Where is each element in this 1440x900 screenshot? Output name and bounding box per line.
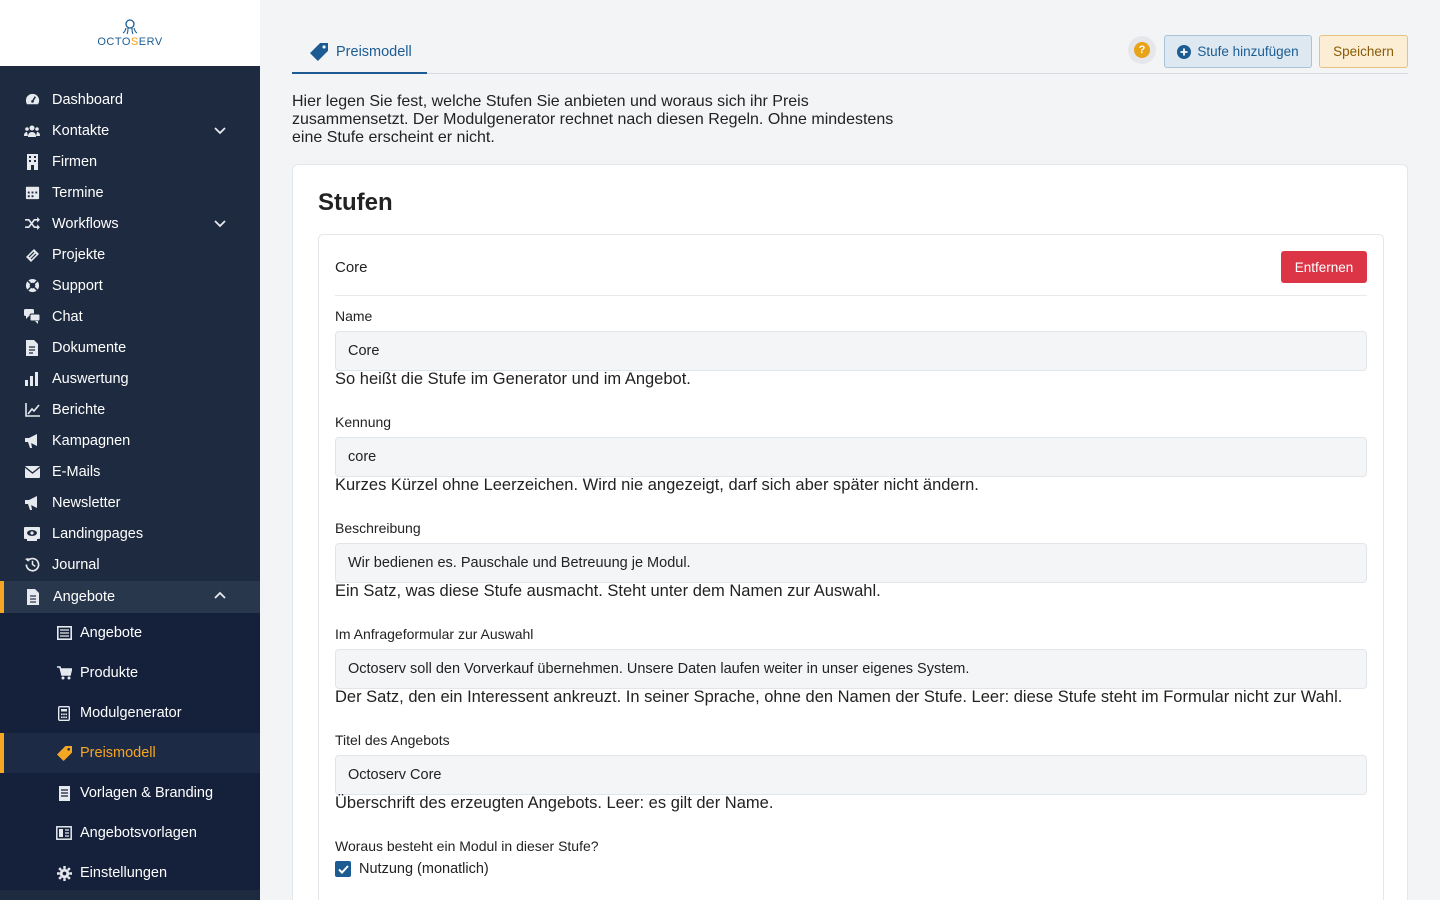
sidebar-item-label: Modulgenerator xyxy=(80,705,182,721)
sidebar-item-chat[interactable] xyxy=(0,301,260,332)
users-icon xyxy=(24,123,40,139)
offer-title-hint: Überschrift des erzeugten Angebots. Leer: es gilt der Name. xyxy=(335,794,774,812)
description-hint: Ein Satz, was diese Stufe ausmacht. Steht unter dem Namen zur Auswahl. xyxy=(335,582,881,600)
tab-label: Preismodell xyxy=(336,44,412,60)
calculator-icon xyxy=(56,705,72,721)
offer-title-label: Titel des Angebots xyxy=(335,732,450,748)
sidebar-subitem-preismodell[interactable] xyxy=(0,733,260,773)
sidebar-item-label: Chat xyxy=(52,308,83,325)
form-choice-hint: Der Satz, den ein Interessent ankreuzt. In seiner Sprache, ohne den Namen der Stufe. Leer: diese Stufe steht im Formular nicht zur Wahl. xyxy=(335,688,1343,706)
main-nav xyxy=(0,66,260,893)
sidebar-subitem-einstellungen[interactable] xyxy=(0,853,260,893)
description-input[interactable] xyxy=(335,543,1367,583)
sidebar-item-label: Journal xyxy=(52,556,100,573)
form-choice-input[interactable] xyxy=(335,649,1367,689)
usage-checkbox-row[interactable] xyxy=(335,861,1367,877)
logo[interactable] xyxy=(0,0,260,66)
logo-text: OCTOSERV xyxy=(97,35,163,48)
help-button[interactable] xyxy=(1128,36,1156,64)
sidebar-item-label: Berichte xyxy=(52,401,106,418)
sidebar-item-dashboard[interactable] xyxy=(0,84,260,115)
add-tier-label: Stufe hinzufügen xyxy=(1197,44,1299,59)
check-icon xyxy=(338,865,349,874)
chevron-down-icon[interactable] xyxy=(214,124,226,136)
chevron-down-icon[interactable] xyxy=(214,217,226,229)
sidebar-subitem-produkte[interactable] xyxy=(0,653,260,693)
sidebar-item-label: Dashboard xyxy=(52,91,123,108)
sidebar-item-journal[interactable] xyxy=(0,549,260,580)
main-content xyxy=(260,0,1440,900)
sidebar-item-label: Landingpages xyxy=(52,525,144,542)
name-label: Name xyxy=(335,308,373,324)
sidebar-item-support[interactable] xyxy=(0,270,260,301)
sidebar-item-label: Produkte xyxy=(80,665,139,681)
composition-label: Woraus besteht ein Modul in dieser Stufe? xyxy=(335,838,599,854)
offer-title-input[interactable] xyxy=(335,755,1367,795)
tiers-card xyxy=(292,164,1408,900)
description-label: Beschreibung xyxy=(335,520,421,536)
sidebar-item-label: Newsletter xyxy=(52,494,121,511)
sidebar-item-label: Kampagnen xyxy=(52,432,131,449)
sidebar-item-berichte[interactable] xyxy=(0,394,260,425)
save-button[interactable]: Speichern xyxy=(1319,35,1408,68)
sidebar-item-label: Auswertung xyxy=(52,370,129,387)
chevron-up-icon[interactable] xyxy=(214,590,226,602)
history-icon xyxy=(24,557,40,573)
tier-panel xyxy=(318,234,1384,900)
sidebar-item-firmen[interactable] xyxy=(0,146,260,177)
megaphone-icon xyxy=(24,495,40,511)
form-choice-field-group xyxy=(335,623,1367,706)
usage-checkbox-label: Nutzung (monatlich) xyxy=(359,861,489,877)
tag-icon xyxy=(310,43,328,61)
page-header xyxy=(292,32,1408,74)
sidebar-item-kontakte[interactable] xyxy=(0,115,260,146)
tier-name: Core xyxy=(335,259,368,276)
question-icon: ? xyxy=(1134,42,1150,58)
list-icon xyxy=(56,625,72,641)
sidebar-item-label: Dokumente xyxy=(52,339,127,356)
sidebar-item-label: Angebotsvorlagen xyxy=(80,825,197,841)
sidebar-item-label: Firmen xyxy=(52,153,98,170)
add-tier-button[interactable] xyxy=(1164,35,1312,68)
sidebar-item-termine[interactable] xyxy=(0,177,260,208)
tab-preismodell[interactable] xyxy=(292,32,427,74)
sidebar-item-label: Kontakte xyxy=(52,122,110,139)
sidebar-item-angebote[interactable] xyxy=(0,581,260,613)
name-hint: So heißt die Stufe im Generator und im Angebot. xyxy=(335,370,691,388)
remove-tier-button[interactable]: Entfernen xyxy=(1281,251,1367,283)
chat-icon xyxy=(24,309,40,325)
sidebar-subitem-angebote[interactable] xyxy=(0,613,260,653)
sidebar-item-kampagnen[interactable] xyxy=(0,425,260,456)
envelope-icon xyxy=(24,464,40,480)
megaphone-icon xyxy=(24,433,40,449)
support-icon xyxy=(24,278,40,294)
key-hint: Kurzes Kürzel ohne Leerzeichen. Wird nie angezeigt, darf sich aber später nicht ändern. xyxy=(335,476,979,494)
offer-title-field-group xyxy=(335,729,1367,812)
composition-group xyxy=(335,835,1367,877)
sidebar-item-projekte[interactable] xyxy=(0,239,260,270)
sidebar-item-workflows[interactable] xyxy=(0,208,260,239)
key-input[interactable] xyxy=(335,437,1367,477)
sidebar-item-label: Preismodell xyxy=(80,745,156,761)
file-icon xyxy=(56,785,72,801)
sidebar-subitem-modulgenerator[interactable] xyxy=(0,693,260,733)
plus-circle-icon xyxy=(1177,45,1191,59)
document-icon xyxy=(24,340,40,356)
name-input[interactable] xyxy=(335,331,1367,371)
shuffle-icon xyxy=(24,216,40,232)
sidebar-item-label: Projekte xyxy=(52,246,106,263)
sidebar-item-label: Angebote xyxy=(53,589,116,605)
sidebar-item-label: Termine xyxy=(52,184,104,201)
tier-header xyxy=(335,235,1367,296)
sidebar-subitem-vorlagen-branding[interactable] xyxy=(0,773,260,813)
cart-icon xyxy=(56,665,72,681)
form-choice-label: Im Anfrageformular zur Auswahl xyxy=(335,626,534,642)
sidebar-item-landingpages[interactable] xyxy=(0,518,260,549)
sidebar-item-label: Support xyxy=(52,277,103,294)
sidebar-subitem-angebotsvorlagen[interactable] xyxy=(0,813,260,853)
usage-checkbox[interactable] xyxy=(335,861,351,877)
dashboard-icon xyxy=(24,92,40,108)
building-icon xyxy=(24,154,40,170)
sidebar-item-label: Workflows xyxy=(52,215,119,232)
projects-icon xyxy=(24,247,40,263)
sidebar-item-label: Einstellungen xyxy=(80,865,168,881)
sidebar xyxy=(0,0,260,900)
sidebar-item-newsletter[interactable] xyxy=(0,487,260,518)
calendar-icon xyxy=(24,185,40,201)
gear-icon xyxy=(56,865,72,881)
sidebar-item-emails[interactable] xyxy=(0,456,260,487)
octopus-logo-icon xyxy=(122,19,138,35)
key-label: Kennung xyxy=(335,414,392,430)
key-field-group xyxy=(335,411,1367,494)
section-title: Stufen xyxy=(318,189,393,216)
sidebar-item-dokumente[interactable] xyxy=(0,332,260,363)
sidebar-item-label: Angebote xyxy=(80,625,143,641)
angebote-subnav xyxy=(0,613,260,893)
tag-icon xyxy=(56,745,72,761)
eye-icon xyxy=(24,526,40,542)
description-field-group xyxy=(335,517,1367,600)
file-invoice-icon xyxy=(25,589,41,605)
intro-text: Hier legen Sie fest, welche Stufen Sie anbieten und woraus sich ihr Preis zusammensetzt. Der Modulgenerator rechnet nach diesen Regeln. Ohne mindestens eine Stufe erscheint er nicht. xyxy=(292,93,894,146)
sidebar-item-label: E-Mails xyxy=(52,463,101,480)
sidebar-footer xyxy=(0,890,260,900)
sidebar-item-label: Vorlagen & Branding xyxy=(80,785,214,801)
sidebar-item-auswertung[interactable] xyxy=(0,363,260,394)
line-chart-icon xyxy=(24,402,40,418)
bar-chart-icon xyxy=(24,371,40,387)
name-field-group xyxy=(335,305,1367,388)
template-icon xyxy=(56,825,72,841)
